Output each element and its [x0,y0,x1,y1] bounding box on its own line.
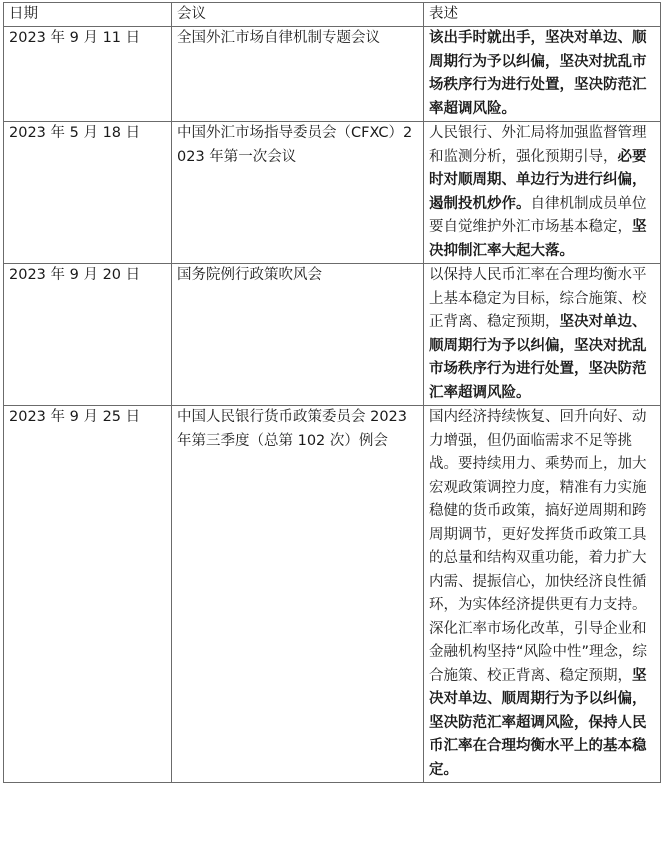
statement-cell [424,122,661,264]
header-date: 日期 [4,3,172,27]
table-row [4,27,661,122]
statement-text: 深化汇率市场化改革，引导企业和金融机构坚持“风险中性”理念，综合施策、校正背离、稳定预期， [429,620,648,684]
header-statement: 表述 [424,3,661,27]
header-meeting: 会议 [172,3,424,27]
statement-cell [424,264,661,406]
table-body [4,27,661,783]
statement-emphasis: 该出手时就出手，坚决对单边、顺周期行为予以纠偏，坚决对扰乱市场秩序行为进行处置，坚决防范汇率超调风险。 [429,30,647,117]
statement-paragraph [429,122,655,263]
statement-paragraph [429,264,655,405]
statement-emphasis: 坚决抑制汇率大起大落。 [429,219,647,259]
date-cell: 2023 年 9 月 25 日 [4,406,172,783]
statement-text: 国内经济持续恢复、回升向好、动力增强，但仍面临需求不足等挑战。要持续用力、乘势而上，加大宏观政策调控力度，精准有力实施稳健的货币政策，搞好逆周期和跨周期调节，更好发挥货币政策工具的总量和结构双重功能，着力扩大内需、提振信心，加快经济良性循环，为实体经济提供更有力支持。 [429,409,647,613]
statement-text: 以保持人民币汇率在合理均衡水平上基本稳定为目标，综合施策、校正背离、稳定预期， [429,267,647,330]
meeting-cell: 中国人民银行货币政策委员会 2023 年第三季度（总第 102 次）例会 [172,406,424,783]
statement-text: 自律机制成员单位要自觉维护外汇市场基本稳定， [429,195,647,235]
meeting-cell: 全国外汇市场自律机制专题会议 [172,27,424,122]
statement-emphasis: 坚决对单边、顺周期行为予以纠偏，坚决对扰乱市场秩序行为进行处置，坚决防范汇率超调风险。 [429,314,647,401]
policy-statements-table [3,2,661,783]
date-cell: 2023 年 9 月 20 日 [4,264,172,406]
meeting-cell: 国务院例行政策吹风会 [172,264,424,406]
table-row [4,122,661,264]
statement-emphasis: 坚决对单边、顺周期行为予以纠偏，坚决防范汇率超调风险，保持人民币汇率在合理均衡水平上的基本稳定。 [429,667,647,778]
statement-cell [424,406,661,783]
statement-text: 人民银行、外汇局将加强监督管理和监测分析，强化预期引导， [429,125,647,165]
date-cell: 2023 年 9 月 11 日 [4,27,172,122]
table-row [4,264,661,406]
statement-paragraph [429,27,655,121]
meeting-cell: 中国外汇市场指导委员会（CFXC）2023 年第一次会议 [172,122,424,264]
statement-paragraph [429,406,655,618]
statement-emphasis: 必要时对顺周期、单边行为进行纠偏，遏制投机炒作。 [429,148,647,212]
statement-cell [424,27,661,122]
statement-paragraph [429,618,655,783]
table-header-row [4,3,661,27]
table-row [4,406,661,783]
date-cell: 2023 年 5 月 18 日 [4,122,172,264]
